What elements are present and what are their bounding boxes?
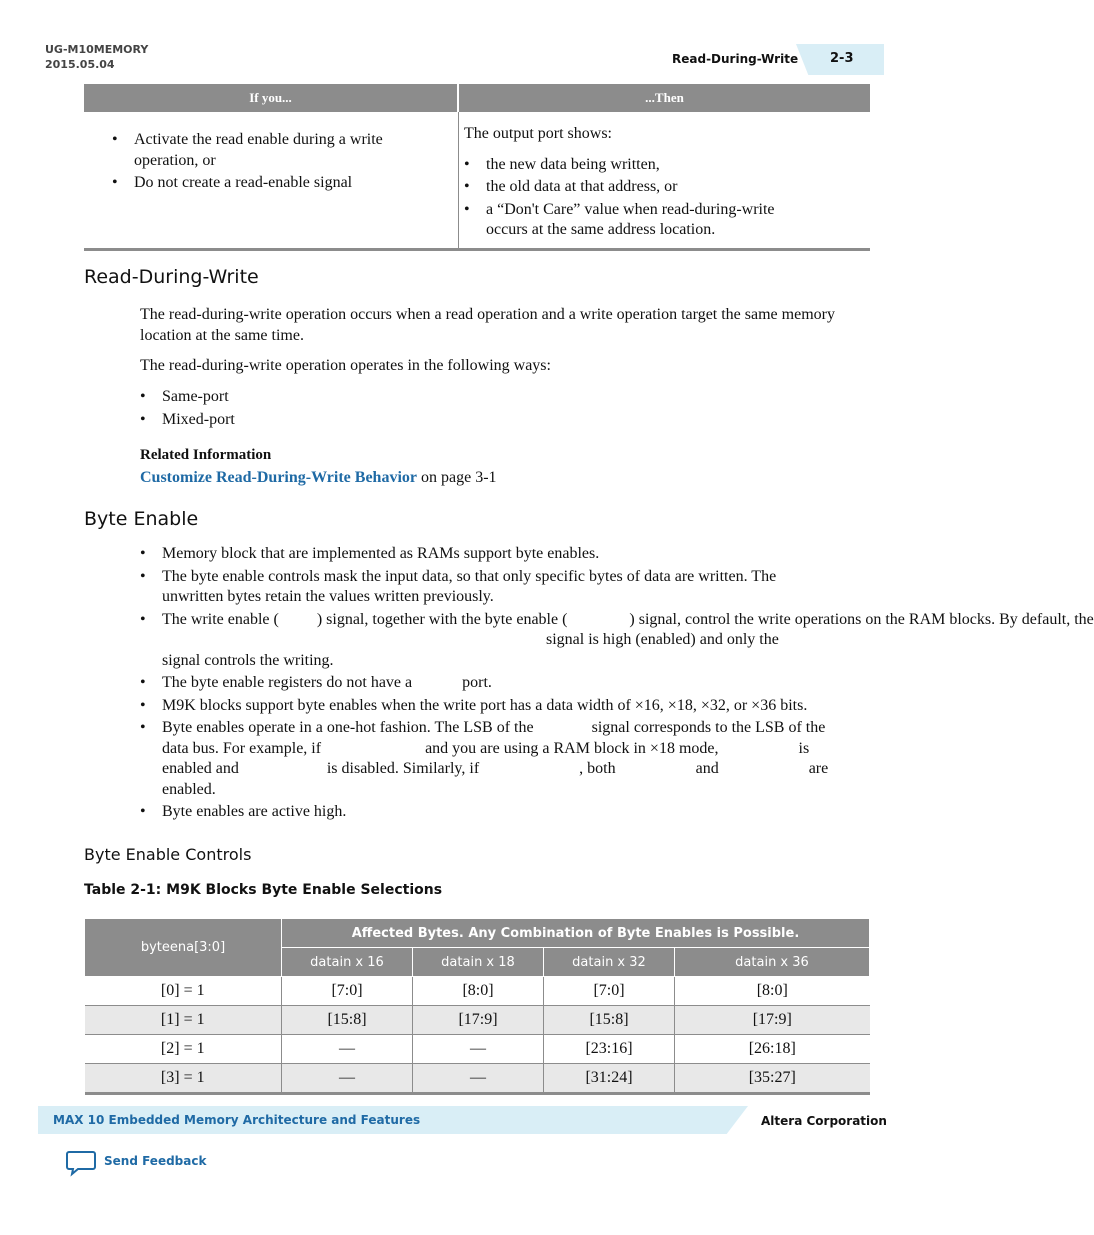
related-info-link[interactable]: Customize Read-During-Write Behavior (140, 469, 417, 486)
cell-x18: [8:0] (413, 977, 544, 1006)
cell-byteena: [0] = 1 (85, 977, 282, 1006)
text-fragment: signal corresponds to the LSB of the (591, 719, 826, 736)
then-item: • the old data at that address, or (486, 177, 810, 198)
then-item: • the new data being written, (486, 155, 810, 176)
doc-code: UG-M10MEMORY (45, 43, 149, 56)
footer-corporation: Altera Corporation (761, 1114, 887, 1128)
running-title: Read-During-Write (672, 52, 799, 66)
if-then-table (84, 84, 870, 251)
text-fragment: , both (579, 760, 616, 777)
text-fragment: are (808, 760, 829, 777)
document-id (45, 42, 148, 72)
text-fragment: The byte enable registers do not have a (162, 674, 413, 691)
byte-enable-item-m9k: • M9K blocks support byte enables when the write port has a data width of ×16, ×18, ×32, or ×36 bits. (162, 696, 872, 717)
doc-date: 2015.05.04 (45, 58, 115, 71)
table-caption: Table 2-1: M9K Blocks Byte Enable Selections (84, 882, 443, 898)
cell-byteena: [1] = 1 (85, 1006, 282, 1035)
cell-x36: [35:27] (675, 1064, 870, 1094)
then-intro: The output port shows: (464, 125, 612, 142)
table-row (85, 1064, 870, 1094)
cell-x18: [17:9] (413, 1006, 544, 1035)
text-fragment: signal is high (enabled) and only the (546, 631, 779, 648)
byte-enable-item-one-hot (162, 718, 872, 800)
rdw-paragraph-2: The read-during-write operation operates in the following ways: (140, 357, 551, 374)
feedback-icon[interactable] (66, 1150, 96, 1181)
col-header-datain-18: datain x 18 (413, 948, 544, 977)
footer-document-title[interactable]: MAX 10 Embedded Memory Architecture and Features (53, 1113, 421, 1127)
cell-x16: [7:0] (282, 977, 413, 1006)
text-fragment: and you are using a RAM block in ×18 mode, (425, 739, 719, 757)
text-fragment: port. (462, 674, 492, 691)
cell-x32: [23:16] (544, 1035, 675, 1064)
then-item: • a “Don't Care” value when read-during-write occurs at the same address location. (486, 200, 810, 241)
rdw-mode-item: • Mixed-port (162, 410, 235, 431)
byte-enable-item: • Memory block that are implemented as RAMs support byte enables. (162, 544, 872, 565)
col-header-datain-36: datain x 36 (675, 948, 870, 977)
col-header-datain-16: datain x 16 (282, 948, 413, 977)
send-feedback-link[interactable]: Send Feedback (104, 1154, 207, 1168)
col-header-datain-32: datain x 32 (544, 948, 675, 977)
cell-byteena: [3] = 1 (85, 1064, 282, 1094)
rdw-paragraph-1: The read-during-write operation occurs when a read operation and a write operation target the same memory location at the same time. (140, 306, 835, 344)
rdw-mode-item: • Same-port (162, 387, 235, 408)
cell-x16: — (282, 1035, 413, 1064)
cell-x36: [17:9] (675, 1006, 870, 1035)
text-fragment: ) signal, control the write operations on the RAM blocks. By default, the (629, 610, 1094, 628)
col-header-if: If you... (84, 84, 457, 112)
table-row (85, 977, 870, 1006)
if-item: • Do not create a read-enable signal (134, 173, 428, 194)
text-fragment: data bus. For example, if (162, 739, 322, 757)
then-cell (459, 112, 870, 248)
cell-x16: [15:8] (282, 1006, 413, 1035)
byte-enable-item: • The byte enable controls mask the input data, so that only specific bytes of data are written. The unwritten bytes retain the values written previously. (162, 567, 822, 608)
byte-enable-item-write-enable (162, 610, 1094, 672)
text-fragment: ) signal, together with the byte enable ( (316, 610, 568, 628)
cell-byteena: [2] = 1 (85, 1035, 282, 1064)
section-heading-byte-enable: Byte Enable (84, 508, 199, 530)
byte-enable-table (84, 918, 870, 1095)
table-row (85, 1035, 870, 1064)
page-number: 2-3 (830, 51, 854, 66)
related-info-suffix: on page 3-1 (417, 469, 497, 486)
text-fragment: enabled. (162, 780, 216, 798)
cell-x32: [7:0] (544, 977, 675, 1006)
if-item: • Activate the read enable during a write operation, or (134, 130, 428, 171)
text-fragment: signal controls the writing. (162, 651, 334, 669)
text-fragment: Byte enables operate in a one-hot fashion. The LSB of the (162, 719, 534, 736)
text-fragment: is (798, 739, 810, 757)
byte-enable-item-registers (162, 673, 872, 694)
col-header-byteena: byteena[3:0] (85, 919, 282, 977)
cell-x36: [26:18] (675, 1035, 870, 1064)
cell-x16: — (282, 1064, 413, 1094)
col-header-affected-bytes: Affected Bytes. Any Combination of Byte Enables is Possible. (282, 919, 870, 948)
section-heading-read-during-write: Read-During-Write (84, 266, 259, 288)
cell-x18: — (413, 1064, 544, 1094)
text-fragment: The write enable ( (162, 610, 279, 628)
subsection-heading-byte-enable-controls: Byte Enable Controls (84, 845, 252, 864)
cell-x32: [15:8] (544, 1006, 675, 1035)
text-fragment: is disabled. Similarly, if (326, 760, 480, 777)
related-info-label: Related Information (140, 447, 272, 463)
if-cell (84, 112, 459, 248)
col-header-then: ...Then (459, 84, 870, 112)
text-fragment: and (695, 760, 719, 777)
related-info-line (140, 468, 497, 489)
cell-x36: [8:0] (675, 977, 870, 1006)
byte-enable-item-active-high: • Byte enables are active high. (162, 802, 872, 823)
text-fragment: enabled and (162, 760, 239, 777)
cell-x32: [31:24] (544, 1064, 675, 1094)
table-row (85, 1006, 870, 1035)
cell-x18: — (413, 1035, 544, 1064)
